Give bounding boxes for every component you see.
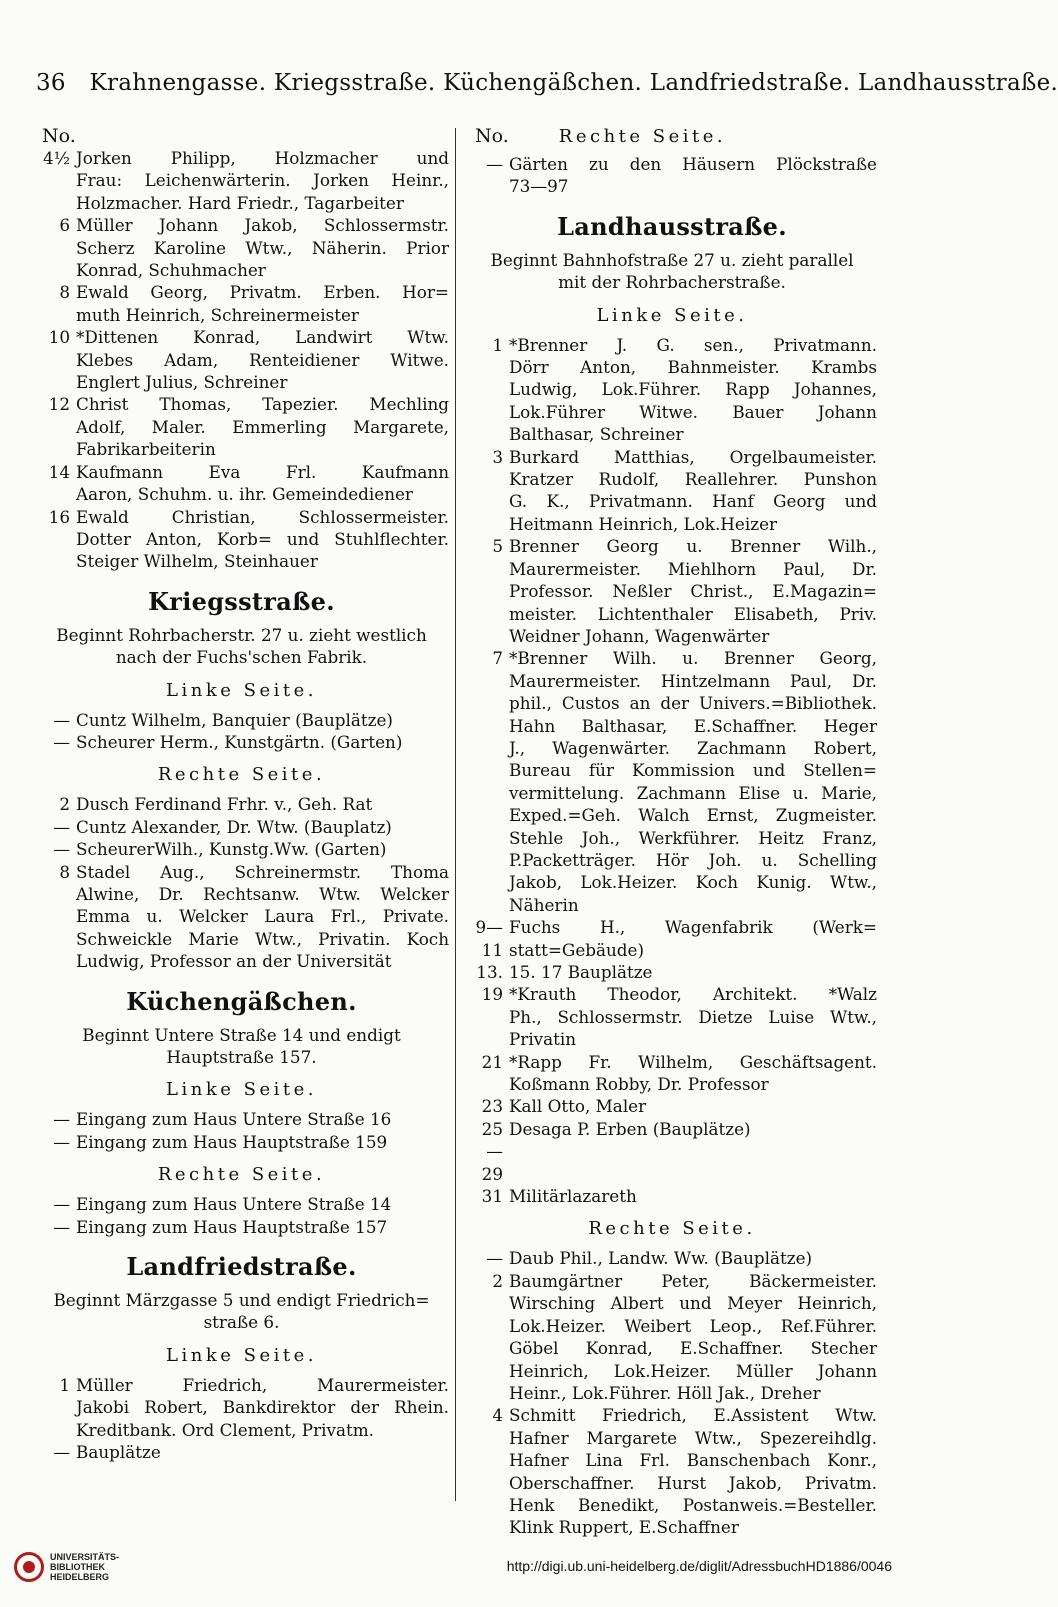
entry-line: meister. Lichtenthaler Elisabeth, Priv. bbox=[509, 603, 877, 624]
entry-line: muth Heinrich, Schreinermeister bbox=[76, 304, 359, 325]
resident-text bbox=[509, 1095, 877, 1117]
directory-entry bbox=[34, 731, 449, 753]
entry-line: Balthasar, Schreiner bbox=[509, 424, 684, 445]
directory-entry bbox=[34, 709, 449, 731]
entry-line: Lok.Führer Witwe. Bauer Johann bbox=[509, 401, 877, 422]
entry-line: Kreditbank. Ord Clement, Privatm. bbox=[76, 1419, 374, 1440]
house-number: — bbox=[53, 731, 70, 752]
entry-line: 15. 17 Bauplätze bbox=[509, 962, 653, 982]
resident-text bbox=[76, 816, 449, 838]
resident-text bbox=[76, 1374, 449, 1441]
directory-entry bbox=[467, 1270, 877, 1404]
entry-line: *Krauth Theodor, Architekt. *Walz bbox=[509, 984, 877, 1005]
entry-line: Militärlazareth bbox=[509, 1186, 637, 1207]
entry-line: Brenner Georg u. Brenner Wilh., bbox=[509, 536, 877, 557]
entry-list bbox=[34, 709, 449, 754]
directory-entry bbox=[34, 816, 449, 838]
entry-line: Baumgärtner Peter, Bäckermeister. bbox=[509, 1270, 877, 1291]
entry-line: Professor. Neßler Christ., E.Magazin= bbox=[509, 581, 877, 602]
entry-line: Koßmann Robby, Dr. Professor bbox=[509, 1074, 769, 1095]
street-title-landfriedstrasse: Landfriedstraße. bbox=[126, 1252, 357, 1282]
entry-line: Kall Otto, Maler bbox=[509, 1096, 647, 1117]
entry-line: Schweickle Marie Wtw., Privatin. Koch bbox=[76, 928, 449, 949]
entry-line: Privatin bbox=[509, 1029, 577, 1050]
resident-text bbox=[76, 1108, 449, 1130]
resident-text bbox=[509, 961, 877, 983]
house-number: 25—29 bbox=[481, 1118, 503, 1184]
resident-text bbox=[509, 1118, 877, 1185]
resident-text bbox=[76, 731, 449, 753]
text-line: BIBLIOTHEK bbox=[50, 1562, 105, 1572]
library-name bbox=[50, 1552, 119, 1582]
krahnengasse-list bbox=[34, 147, 449, 573]
house-number: — bbox=[486, 1248, 503, 1269]
house-number: 4 bbox=[492, 1405, 503, 1426]
entry-line: Adolf, Maler. Emmerling Margarete, bbox=[76, 416, 449, 437]
directory-entry bbox=[467, 1185, 877, 1207]
entry-line: Ph., Schlossermstr. Dietze Luise Wtw., bbox=[509, 1006, 877, 1027]
resident-text bbox=[76, 326, 449, 393]
street-intro bbox=[467, 249, 877, 294]
entry-line: statt=Gebäude) bbox=[509, 939, 645, 960]
entry-line: G. K., Privatmann. Hanf Georg und bbox=[509, 491, 877, 512]
house-number: 19 bbox=[481, 984, 503, 1005]
entry-line: Jakobi Robert, Bankdirektor der Rhein. bbox=[76, 1397, 449, 1418]
directory-entry bbox=[467, 916, 877, 961]
side-heading: Rechte Seite. bbox=[588, 1218, 756, 1240]
entry-line: Lok.Heizer. Weibert Leop., Ref.Führer. bbox=[509, 1315, 877, 1336]
entry-line: Konrad, Schuhmacher bbox=[76, 260, 266, 281]
directory-entry bbox=[467, 1404, 877, 1538]
street-intro bbox=[34, 1289, 449, 1334]
entry-line: P.Packetträger. Hör Joh. u. Schelling bbox=[509, 849, 877, 870]
directory-entry bbox=[467, 334, 877, 446]
entry-line: Bauplätze bbox=[76, 1442, 161, 1463]
directory-entry bbox=[34, 1108, 449, 1130]
text-line: Beginnt Untere Straße 14 und endigt bbox=[82, 1024, 401, 1045]
entry-line: *Brenner Wilh. u. Brenner Georg, bbox=[509, 648, 877, 669]
directory-entry bbox=[34, 1131, 449, 1153]
entry-line: Exped.=Geh. Walch Ernst, Zugmeister. bbox=[509, 805, 877, 826]
left-column bbox=[34, 125, 449, 1463]
directory-entry bbox=[467, 983, 877, 1050]
resident-text bbox=[76, 709, 449, 731]
house-number: 23 bbox=[481, 1096, 503, 1117]
entry-line: Fabrikarbeiterin bbox=[76, 439, 216, 460]
entry-line: Scherz Karoline Wtw., Näherin. Prior bbox=[76, 237, 449, 258]
house-number: 2 bbox=[59, 794, 70, 815]
entry-list bbox=[34, 1374, 449, 1464]
text-line: Beginnt Bahnhofstraße 27 u. zieht parallel bbox=[490, 249, 854, 270]
text-line: nach der Fuchs'schen Fabrik. bbox=[115, 647, 368, 668]
house-number: 2 bbox=[492, 1270, 503, 1291]
directory-entry bbox=[34, 793, 449, 815]
entry-line: Wirsching Albert und Meyer Heinrich, bbox=[509, 1293, 877, 1314]
house-number: — bbox=[53, 839, 70, 860]
entry-line: J., Wagenwärter. Zachmann Robert, bbox=[509, 737, 877, 758]
directory-entry bbox=[467, 153, 877, 198]
directory-entry bbox=[34, 1374, 449, 1441]
entry-line: Kaufmann Eva Frl. Kaufmann bbox=[76, 461, 449, 482]
resident-text bbox=[509, 916, 877, 961]
directory-entry bbox=[34, 147, 449, 214]
house-number: — bbox=[53, 1109, 70, 1130]
house-number: — bbox=[486, 154, 503, 174]
entry-line: Ewald Georg, Privatm. Erben. Hor= bbox=[76, 282, 449, 303]
entry-line: Scheurer Herm., Kunstgärtn. (Garten) bbox=[76, 731, 403, 752]
street-intro bbox=[34, 624, 449, 669]
resident-text bbox=[76, 147, 449, 214]
street-title-landhausstrasse: Landhausstraße. bbox=[557, 211, 787, 241]
house-number: 1 bbox=[492, 334, 503, 355]
directory-entry bbox=[467, 961, 877, 983]
directory-entry bbox=[467, 1051, 877, 1096]
entry-line: Jakob, Lok.Heizer. Koch Kunig. Wtw., bbox=[509, 872, 877, 893]
house-number: 31 bbox=[481, 1186, 503, 1207]
entry-line: *Rapp Fr. Wilhelm, Geschäftsagent. bbox=[509, 1051, 877, 1072]
directory-entry bbox=[34, 461, 449, 506]
text-line: UNIVERSITÄTS- bbox=[50, 1552, 120, 1562]
entry-line: Klebes Adam, Renteidiener Witwe. bbox=[76, 349, 449, 370]
house-number: 8 bbox=[59, 861, 70, 882]
entry-line: Henk Benedikt, Postanweis.=Besteller. bbox=[509, 1494, 877, 1515]
house-number: 13. bbox=[476, 962, 503, 982]
entry-line: Schmitt Friedrich, E.Assistent Wtw. bbox=[509, 1405, 877, 1426]
house-number: 10 bbox=[48, 327, 70, 348]
entry-line: Frau: Leichenwärterin. Jorken Heinr., bbox=[76, 170, 449, 191]
house-number: — bbox=[53, 709, 70, 730]
directory-entry bbox=[467, 1247, 877, 1269]
resident-text bbox=[76, 281, 449, 326]
entry-line: Müller Johann Jakob, Schlossermstr. bbox=[76, 215, 449, 236]
source-url[interactable]: http://digi.ub.uni-heidelberg.de/diglit/AdressbuchHD1886/0046 bbox=[506, 1558, 892, 1574]
resident-text bbox=[76, 506, 449, 573]
entry-line: Dörr Anton, Bahnmeister. Krambs bbox=[509, 357, 877, 378]
house-number: 16 bbox=[48, 506, 70, 527]
resident-text bbox=[509, 1404, 877, 1538]
entry-list bbox=[34, 1108, 449, 1153]
house-number: — bbox=[53, 1194, 70, 1215]
entry-line: Christ Thomas, Tapezier. Mechling bbox=[76, 394, 449, 415]
text-line: straße 6. bbox=[203, 1312, 280, 1333]
entry-line: Fuchs H., Wagenfabrik (Werk= bbox=[509, 917, 877, 938]
house-number: 14 bbox=[48, 461, 70, 482]
house-number: 6 bbox=[59, 215, 70, 236]
house-number: 9—11 bbox=[475, 917, 503, 960]
text-line: Beginnt Märzgasse 5 und endigt Friedrich= bbox=[53, 1290, 430, 1311]
entry-line: Burkard Matthias, Orgelbaumeister. bbox=[509, 446, 877, 467]
entry-line: Dotter Anton, Korb= und Stuhlflechter. bbox=[76, 528, 449, 549]
resident-text bbox=[509, 334, 877, 446]
entry-list bbox=[467, 153, 877, 198]
directory-entry bbox=[467, 1118, 877, 1185]
entry-list bbox=[467, 334, 877, 1208]
entry-line: Weidner Johann, Wagenwärter bbox=[509, 625, 770, 646]
entry-line: Daub Phil., Landw. Ww. (Bauplätze) bbox=[509, 1248, 813, 1269]
house-number: 4½ bbox=[43, 148, 70, 168]
house-number: — bbox=[53, 1131, 70, 1152]
entry-line: Hafner Margarete Wtw., Spezereihdlg. bbox=[509, 1427, 877, 1448]
house-number: 7 bbox=[492, 648, 503, 669]
directory-entry bbox=[467, 535, 877, 647]
resident-text bbox=[76, 793, 449, 815]
directory-entry bbox=[34, 506, 449, 573]
entry-line: Holzmacher. Hard Friedr., Tagarbeiter bbox=[76, 192, 404, 213]
resident-text bbox=[76, 393, 449, 460]
entry-line: Müller Friedrich, Maurermeister. bbox=[76, 1374, 449, 1395]
street-title-kuechengaesschen: Küchengäßchen. bbox=[126, 986, 357, 1016]
resident-text bbox=[509, 535, 877, 647]
entry-line: Alwine, Dr. Rechtsanw. Wtw. Welcker bbox=[76, 883, 449, 904]
entry-line: Maurermeister. Miehlhorn Paul, Dr. bbox=[509, 558, 877, 579]
header-title: Krahnengasse. Kriegsstraße. Küchengäßchen. Landfriedstraße. Landhausstraße. bbox=[89, 70, 1058, 96]
entry-line: Oberschaffner. Hurst Jakob, Privatm. bbox=[509, 1472, 877, 1493]
entry-line: Maurermeister. Hintzelmann Paul, Dr. bbox=[509, 670, 877, 691]
street-intro bbox=[34, 1024, 449, 1069]
entry-line: ScheurerWilh., Kunstg.Ww. (Garten) bbox=[76, 839, 387, 860]
resident-text bbox=[76, 838, 449, 860]
directory-entry bbox=[34, 281, 449, 326]
resident-text bbox=[509, 647, 877, 916]
side-heading: Linke Seite. bbox=[166, 1344, 317, 1366]
house-number: 8 bbox=[59, 282, 70, 303]
directory-entry bbox=[34, 1193, 449, 1215]
directory-entry bbox=[34, 861, 449, 973]
directory-entry bbox=[34, 1216, 449, 1238]
entry-line: Eingang zum Haus Hauptstraße 157 bbox=[76, 1216, 388, 1237]
side-heading: Rechte Seite. bbox=[157, 1164, 326, 1186]
side-heading: Linke Seite. bbox=[166, 1079, 317, 1101]
side-heading: Rechte Seite. bbox=[157, 764, 326, 786]
library-logo-icon bbox=[14, 1552, 44, 1582]
entry-line: Hafner Lina Frl. Banschenbach Konr., bbox=[509, 1450, 877, 1471]
resident-text bbox=[76, 214, 449, 281]
house-number: 21 bbox=[481, 1051, 503, 1072]
entry-line: Eingang zum Haus Untere Straße 16 bbox=[76, 1109, 392, 1130]
entry-line: Jorken Philipp, Holzmacher und bbox=[76, 148, 449, 168]
side-heading: Linke Seite. bbox=[166, 679, 317, 701]
directory-entry bbox=[467, 647, 877, 916]
entry-line: Hahn Balthasar, E.Schaffner. Heger bbox=[509, 715, 877, 736]
directory-entry bbox=[34, 214, 449, 281]
entry-line: Emma u. Welcker Laura Frl., Private. bbox=[76, 906, 449, 927]
house-number: 3 bbox=[492, 446, 503, 467]
house-number: — bbox=[53, 1442, 70, 1463]
entry-list bbox=[467, 1247, 877, 1538]
entry-line: Ludwig, Lok.Führer. Rapp Johannes, bbox=[509, 379, 877, 400]
directory-entry bbox=[467, 1095, 877, 1117]
resident-text bbox=[509, 446, 877, 536]
entry-line: Gärten zu den Häusern Plöckstraße bbox=[509, 154, 877, 174]
entry-line: Eingang zum Haus Untere Straße 14 bbox=[76, 1194, 392, 1215]
resident-text bbox=[76, 861, 449, 973]
resident-text bbox=[76, 1216, 449, 1238]
resident-text bbox=[509, 1051, 877, 1096]
directory-entry bbox=[34, 1441, 449, 1463]
entry-line: Klink Ruppert, E.Schaffner bbox=[509, 1517, 739, 1538]
house-number: — bbox=[53, 816, 70, 837]
resident-text bbox=[509, 153, 877, 198]
resident-text bbox=[76, 461, 449, 506]
entry-line: Desaga P. Erben (Bauplätze) bbox=[509, 1118, 751, 1139]
entry-line: Ludwig, Professor an der Universität bbox=[76, 951, 392, 972]
column-divider bbox=[455, 128, 456, 1501]
street-title-kriegsstrasse: Kriegsstraße. bbox=[148, 586, 335, 616]
no-label: No. bbox=[475, 125, 509, 147]
right-top-row bbox=[467, 125, 877, 153]
house-number: 1 bbox=[59, 1374, 70, 1395]
entry-line: Stadel Aug., Schreinermstr. Thoma bbox=[76, 861, 449, 882]
entry-list bbox=[34, 793, 449, 972]
entry-line: Eingang zum Haus Hauptstraße 159 bbox=[76, 1131, 388, 1152]
entry-line: Göbel Konrad, E.Schaffner. Stecher bbox=[509, 1338, 877, 1359]
entry-line: Bureau für Kommission und Stellen= bbox=[509, 760, 877, 781]
entry-line: Dusch Ferdinand Frhr. v., Geh. Rat bbox=[76, 794, 373, 815]
entry-line: Cuntz Alexander, Dr. Wtw. (Bauplatz) bbox=[76, 816, 392, 837]
text-line: Hauptstraße 157. bbox=[166, 1047, 317, 1067]
side-heading: Rechte Seite. bbox=[558, 126, 727, 147]
entry-line: Heinr., Lok.Führer. Höll Jak., Dreher bbox=[509, 1382, 821, 1403]
resident-text bbox=[509, 1270, 877, 1404]
directory-entry bbox=[34, 326, 449, 393]
side-heading: Linke Seite. bbox=[596, 304, 748, 326]
entry-line: Heinrich, Lok.Heizer. Müller Johann bbox=[509, 1360, 877, 1381]
entry-line: Aaron, Schuhm. u. ihr. Gemeindediener bbox=[76, 484, 413, 505]
entry-line: Näherin bbox=[509, 894, 579, 915]
house-number: 12 bbox=[48, 394, 70, 415]
resident-text bbox=[76, 1131, 449, 1153]
entry-line: *Dittenen Konrad, Landwirt Wtw. bbox=[76, 327, 449, 348]
house-number: — bbox=[53, 1216, 70, 1237]
house-number: 5 bbox=[492, 536, 503, 557]
entry-line: Kratzer Rudolf, Reallehrer. Punshon bbox=[509, 469, 877, 490]
entry-line: 73—97 bbox=[509, 176, 569, 197]
resident-text bbox=[509, 983, 877, 1050]
entry-line: Heitmann Heinrich, Lok.Heizer bbox=[509, 513, 778, 534]
entry-line: Cuntz Wilhelm, Banquier (Bauplätze) bbox=[76, 709, 393, 730]
directory-entry bbox=[467, 446, 877, 536]
entry-line: Englert Julius, Schreiner bbox=[76, 372, 288, 393]
entry-line: phil., Custos an der Univers.=Bibliothek. bbox=[509, 693, 877, 714]
text-line: Beginnt Rohrbacherstr. 27 u. zieht westlich bbox=[56, 624, 427, 645]
text-line: mit der Rohrbacherstraße. bbox=[558, 272, 786, 293]
entry-line: vermittelung. Zachmann Elise u. Marie, bbox=[509, 782, 877, 803]
running-header bbox=[36, 70, 1058, 96]
resident-text bbox=[509, 1185, 877, 1207]
text-line: HEIDELBERG bbox=[50, 1572, 110, 1582]
resident-text bbox=[76, 1441, 449, 1463]
entry-line: Ewald Christian, Schlossermeister. bbox=[76, 506, 449, 527]
no-label: No. bbox=[42, 125, 76, 147]
entry-line: *Brenner J. G. sen., Privatmann. bbox=[509, 334, 877, 355]
entry-line: Steiger Wilhelm, Steinhauer bbox=[76, 551, 318, 572]
resident-text bbox=[76, 1193, 449, 1215]
entry-list bbox=[34, 1193, 449, 1238]
directory-entry bbox=[34, 393, 449, 460]
directory-entry bbox=[34, 838, 449, 860]
resident-text bbox=[509, 1247, 877, 1269]
right-column bbox=[467, 125, 877, 1539]
entry-line: Stehle Joh., Werkführer. Heitz Franz, bbox=[509, 827, 877, 848]
page-number: 36 bbox=[36, 70, 66, 96]
